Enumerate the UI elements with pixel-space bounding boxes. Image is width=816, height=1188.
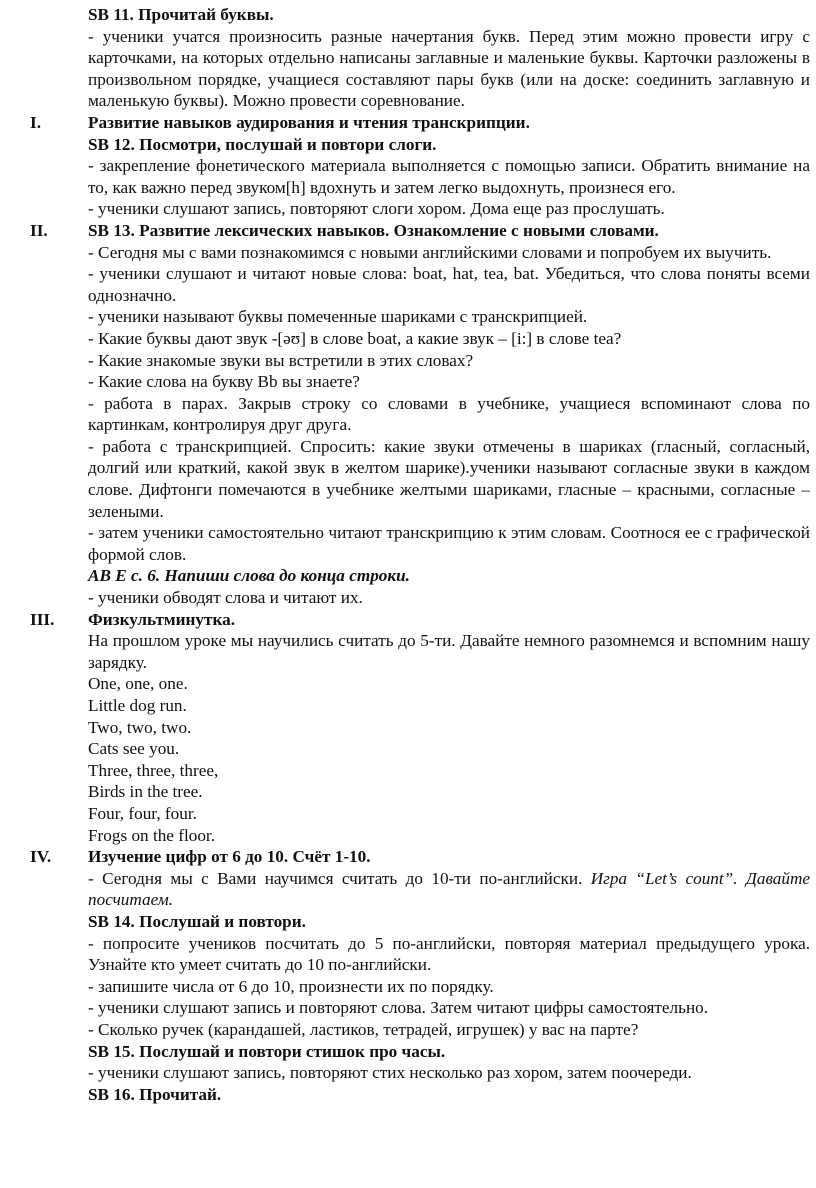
section-heading: Развитие навыков аудирования и чтения транскрипции. xyxy=(88,112,530,132)
paragraph: - закрепление фонетического материала выполняется с помощью записи. Обратить внимание на то, как важно перед звуком[h] вдохнуть и затем легко выдохнуть, произнеся его. xyxy=(88,156,810,197)
paragraph: - Какие знакомые звуки вы встретили в этих словах? xyxy=(88,350,474,370)
verse-line: Two, two, two. xyxy=(88,717,192,737)
paragraph: На прошлом уроке мы научились считать до 5-ти. Давайте немного разомнемся и вспомним нашу зарядку. xyxy=(88,631,810,672)
verse-line: Little dog run. xyxy=(88,696,187,715)
section-heading: Физкультминутка. xyxy=(88,609,235,629)
paragraph: - Сколько ручек (карандашей, ластиков, тетрадей, игрушек) у вас на парте? xyxy=(88,1019,639,1039)
paragraph: - Сегодня мы с вами познакомимся с новыми английскими словами и попробуем их выучить. xyxy=(88,242,772,262)
paragraph xyxy=(88,868,810,911)
paragraph: - работа с транскрипцией. Спросить: какие звуки отмечены в шариках (гласный, согласный, долгий или краткий, какой звук в желтом шарике).ученики называют согласные звуки в каждом слове. Дифтонги помечаются в учебнике желтыми шариками, гласные – красными, согласные – зелеными. xyxy=(88,436,810,521)
paragraph: - ученики слушают и читают новые слова: boat, hat, tea, bat. Убедиться, что слова поняты всеми однозначно. xyxy=(88,264,810,305)
section-number: I. xyxy=(30,112,41,132)
paragraph: - запишите числа от 6 до 10, произнести их по порядку. xyxy=(88,976,494,996)
verse-line: One, one, one. xyxy=(88,674,188,694)
section-number: III. xyxy=(30,609,55,629)
paragraph: - Какие буквы дают звук -[əʊ] в слове boat, а какие звук – [i:] в слове tea? xyxy=(88,328,622,348)
section-heading: Изучение цифр от 6 до 10. Счёт 1-10. xyxy=(88,847,371,867)
section-4 xyxy=(0,846,810,1105)
verse-line: Frogs on the floor. xyxy=(88,825,215,845)
paragraph: - ученики слушают запись и повторяют слова. Затем читают цифры самостоятельно. xyxy=(88,998,709,1018)
paragraph: - ученики обводят слова и читают их. xyxy=(88,588,363,608)
heading-sb15: SB 15. Послушай и повтори стишок про часы. xyxy=(88,1041,446,1061)
paragraph: - Какие слова на букву Bb вы знаете? xyxy=(88,372,360,392)
heading-sb16: SB 16. Прочитай. xyxy=(88,1084,222,1104)
section-number: IV. xyxy=(30,847,52,867)
game-title: Игра “Let’s count”. Давайте посчитаем. xyxy=(88,868,811,910)
paragraph: - ученики называют буквы помеченные шариками с транскрипцией. xyxy=(88,307,588,327)
paragraph: - работа в парах. Закрыв строку со словами в учебнике, учащиеся вспоминают слова по картинкам, контролируя друг друга. xyxy=(88,393,810,435)
paragraph: - затем ученики самостоятельно читают транскрипцию к этим словам. Соотнося ее с графической формой слов. xyxy=(88,523,810,564)
verse-line: Four, four, four. xyxy=(88,803,197,823)
section-number: II. xyxy=(30,220,48,240)
heading-sb12: SB 12. Посмотри, послушай и повтори слоги. xyxy=(88,134,437,154)
heading-sb14: SB 14. Послушай и повтори. xyxy=(88,911,306,931)
section-intro xyxy=(0,4,810,112)
section-heading: SB 13. Развитие лексических навыков. Ознакомление с новыми словами. xyxy=(88,220,659,240)
heading-sb11: SB 11. Прочитай буквы. xyxy=(88,5,274,24)
verse-line: Three, three, three, xyxy=(88,760,219,780)
section-2 xyxy=(0,220,810,609)
paragraph: - ученики слушают запись, повторяют слоги хором. Дома еще раз прослушать. xyxy=(88,199,665,219)
section-1 xyxy=(0,112,810,220)
paragraph: - ученики учатся произносить разные начертания букв. Перед этим можно провести игру с карточками, на которых отдельно написаны заглавные и маленькие буквы. Карточки разложены в произвольном порядке, учащиеся составляют пары букв (или на доске: соединить заглавную и маленькую буквы). Можно провести соревнование. xyxy=(88,26,810,111)
paragraph: - ученики слушают запись, повторяют стих несколько раз хором, затем поочереди. xyxy=(88,1063,692,1083)
verse-line: Cats see you. xyxy=(88,739,180,759)
paragraph: - попросите учеников посчитать до 5 по-английски, повторяя материал предыдущего урока. Узнайте кто умеет считать до 10 по-английски. xyxy=(88,933,810,975)
heading-ab-e6: AB E с. 6. Напиши слова до конца строки. xyxy=(88,566,410,586)
verse-line: Birds in the tree. xyxy=(88,782,203,802)
section-3 xyxy=(0,609,810,847)
paragraph-text: - Сегодня мы с Вами научимся считать до 10-ти по-английски. xyxy=(88,868,583,888)
